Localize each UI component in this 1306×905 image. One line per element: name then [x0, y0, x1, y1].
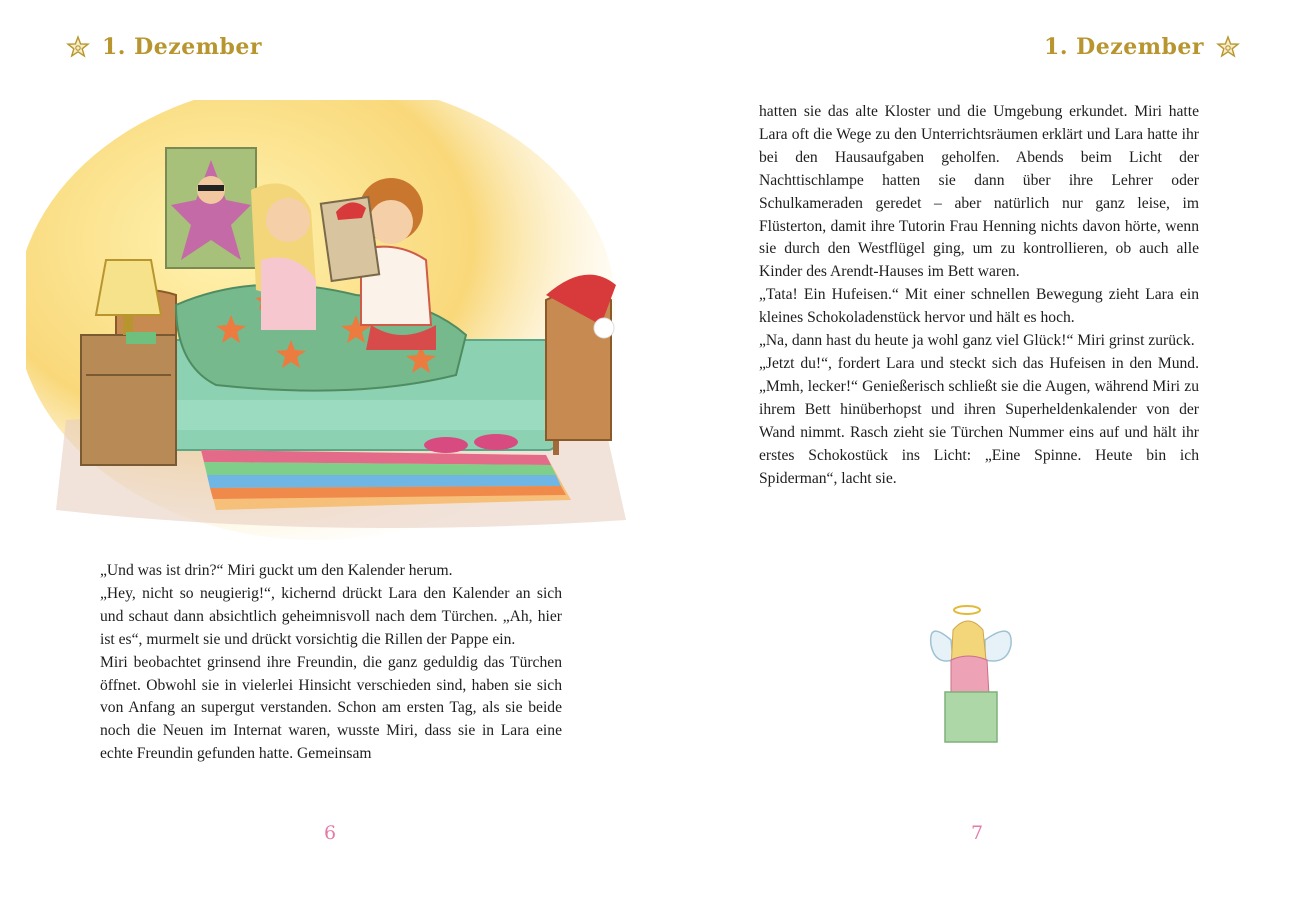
paragraph: „Jetzt du!“, fordert Lara und steckt sich das Hufeisen in den Mund. „Mmh, lecker!“ Genießerisch schließt sie die Augen, während Miri zu ihrem Bett hinüberhopst und ihren Superheldenkalender von der Wand nimmt. Rasch zieht sie Türchen Nummer eins auf und hält ihr erstes Schokostück ins Licht: „Eine Spinne. Heute bin ich Spiderman“, lacht sie. — [759, 354, 1199, 487]
chapter-heading-left — [66, 34, 262, 60]
paragraph: „Und was ist drin?“ Miri guckt um den Kalender herum. — [100, 562, 453, 579]
page-number: 7 — [970, 822, 984, 844]
right-body-text — [759, 101, 1199, 490]
paragraph: „Tata! Ein Hufeisen.“ Mit einer schnellen Bewegung zieht Lara ein kleines Schokoladenstück hervor und hält es hoch. — [759, 286, 1199, 327]
star-icon — [66, 35, 90, 59]
chapter-heading-right — [1044, 34, 1240, 60]
striped-rug — [201, 450, 571, 510]
chapter-title: 1. Dezember — [1044, 34, 1204, 60]
paragraph: „Hey, nicht so neugierig!“, kichernd drückt Lara den Kalender an sich und schaut dann absichtlich geheimnisvoll nach dem Türchen. „Ah, hier ist es“, murmelt sie und drückt vorsichtig die Rillen der Pappe ein. — [100, 584, 562, 648]
left-body-text — [100, 560, 562, 766]
page-number: 6 — [323, 822, 337, 844]
superhero-poster — [166, 148, 256, 268]
paragraph: Miri beobachtet grinsend ihre Freundin, die ganz geduldig das Türchen öffnet. Obwohl sie in vielerlei Hinsicht verschieden sind, haben sie sich von Anfang an supergut verstanden. Schon am ersten Tag, als sie beide noch die Neuen im Internat waren, wusste Miri, dass sie in Lara eine echte Freundin gefunden hatte. Gemeinsam — [100, 653, 562, 763]
star-icon — [1216, 35, 1240, 59]
angel-illustration — [923, 600, 1023, 750]
advent-calendar — [321, 197, 379, 281]
paragraph: hatten sie das alte Kloster und die Umgebung erkundet. Miri hatte Lara oft die Wege zu den Unterrichtsräumen erklärt und Lara hatte ihr bei den Hausaufgaben geholfen. Abends beim Licht der Nachttischlampe hatten sie dann über ihre Lehrer oder Schulkameraden geredet – aber natürlich nur ganz leise, im Flüsterton, damit ihre Tutorin Frau Henning nichts davon hörte, wenn sie durch den Westflügel ging, um zu kontrollieren, ob auch alle Kinder des Arendt-Hauses im Bett waren. — [759, 103, 1199, 281]
chapter-title: 1. Dezember — [102, 34, 262, 60]
right-page — [653, 0, 1306, 905]
bedroom-illustration — [26, 100, 656, 555]
paragraph: „Na, dann hast du heute ja wohl ganz viel Glück!“ Miri grinst zurück. — [759, 332, 1195, 350]
